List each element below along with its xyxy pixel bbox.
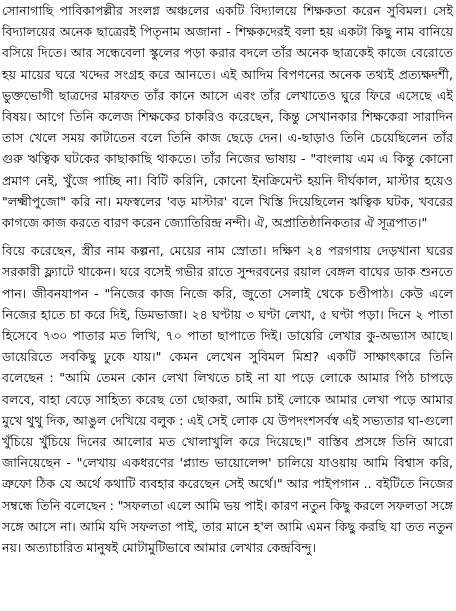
paragraph-2: বিয়ে করেছেন, স্ত্রীর নাম কল্পনা, মেয়ের নাম স্রোতা। দক্ষিণ ২৪ পরগণায় দেড়খানা ঘরের সরকারী ফ্ল্যাটে থাকেন। ঘরে বসেই গভীর রাতে সুন্দরবনের রয়াল বেঙ্গল বাঘের ডাক শুনতে পান। জীবনযাপন - "নিজের কাজ নিজে করি, জুতো সেলাই থেকে চণ্ডীপাঠ। কেউ এলে নিজের হাতে চা করে দিই, ডিমভাজা। ২৪ ঘণ্টায় ৩ ঘণ্টা লেখা, ৫ ঘণ্টা পড়া। দিনে ২ পাতা হিসেবে ৭৩০ পাতার মত লিখি, ৭০ পাতা ছাপাতে দিই। ডায়েরি লেখার কু-অভ্যাস আছে। ডায়েরিতে সবকিছু ঢুকে যায়।" কেমন লেখেন সুবিমল মিশ্র? একটি সাক্ষাৎকারে তিনি বলেছেন : "আমি তেমন কোন লেখা লিখতে চাই না যা পড়ে লোকে আমার পিঠ চাপড়ে বলবে, বাহা বেড়ে সাহিত্য করেছ তো ছোকরা, আমি চাই লোকে আমার লেখা পড়ে আমার মুখে থুথু দিক, আঙুল দেখিয়ে বলুক : এই সেই লোক যে উপদংশসর্বস্ব এই সভ্যতার ঘা-গুলো খুঁচিয়ে খুঁচিয়ে দিনের আলোর মত খোলাখুলি করে দিয়েছে।" বাস্তিব প্রসঙ্গে তিনি আরো জানিয়েছেন - "লেখায় একধরণের 'প্ল্যান্ড ভায়োলেন্স' চালিয়ে যাওয়ায় আমি বিশ্বাস করি, ত্রুফো ঠিক যে অর্থে কথাটি ব্যবহার করেছেন সেই অর্থে।" আর পাইপগান .. বইটিতে নিজের সম্বন্ধে তিনি বলেছেন : "সফলতা এলে আমি ভয় পাই। কারণ নতুন কিছু করলে সফলতা সঙ্গে সঙ্গে আসে না। আমি যদি সফলতা পাই, তার মানে হ'ল আমি এমন কিছু করছি যা তত নতুন নয়। অত্যাচারিত মানুষই মোটামুটিভাবে আমার লেখার কেন্দ্রবিন্দু।	[2, 243, 453, 556]
paragraph-1: সোনাগাছি পাবিকাপল্লীর সংলগ্ন অঞ্চলের একটি বিদ্যালয়ে শিক্ষকতা করেন সুবিমল। সেই বিদ্যালয়ের অনেক ছাত্রেরই পিতৃনাম অজানা - শিক্ষকদেরই বলা হয় একটা কিছু নাম বানিয়ে বসিয়ে দিতে। আর সন্ধেবেলা স্কুলের পড়া করার বদলে তাঁর অনেক ছাত্রকেই কাজে বেরোতে হয় মায়ের ঘরে খদ্দের সংগ্রহ করে আনতে। এই আদিম বিপণনের অনেক তথ্যই প্রত্যক্ষদর্শী, ভুক্তভোগী ছাত্রদের মারফত তাঁর কানে আসে এবং তাঁর লেখাতেও ঘুরে ফিরে এসেছে এই বিষয়। আগে তিনি কলেজ শিক্ষকের চাকরিও করেছেন, কিন্তু সেখানকার শিক্ষকেরা সারাদিন তাস খেলে সময় কাটাতেন বলে তিনি কাজ ছেড়ে দেন। এ-ছাড়াও তিনি চেয়েছিলেন তাঁর গুরু ঋত্বিক ঘটকের কাছাকাছি থাকতে। তাঁর নিজের ভাষায় - "বাংলায় এম এ কিন্তু কোনো প্রমাণ নেই, খুঁজে পাচ্ছি না। বিটি করিনি, কোনো ইনক্রিমেন্ট হয়নি দীর্ঘকাল, মাস্টার হয়েও "লক্ষ্মীপুজো" করি না। মফস্বলের 'বড় মাস্টার' বলে খিস্তি দিয়েছিলেন ঋত্বিক ঘটক, খবরের কাগজে কাজ করতে বারণ করেন জ্যোতিরিন্দ্র নন্দী। ঐ, অপ্রাতিষ্ঠানিকতার ঐ সূত্রপাত।"	[2, 3, 453, 231]
